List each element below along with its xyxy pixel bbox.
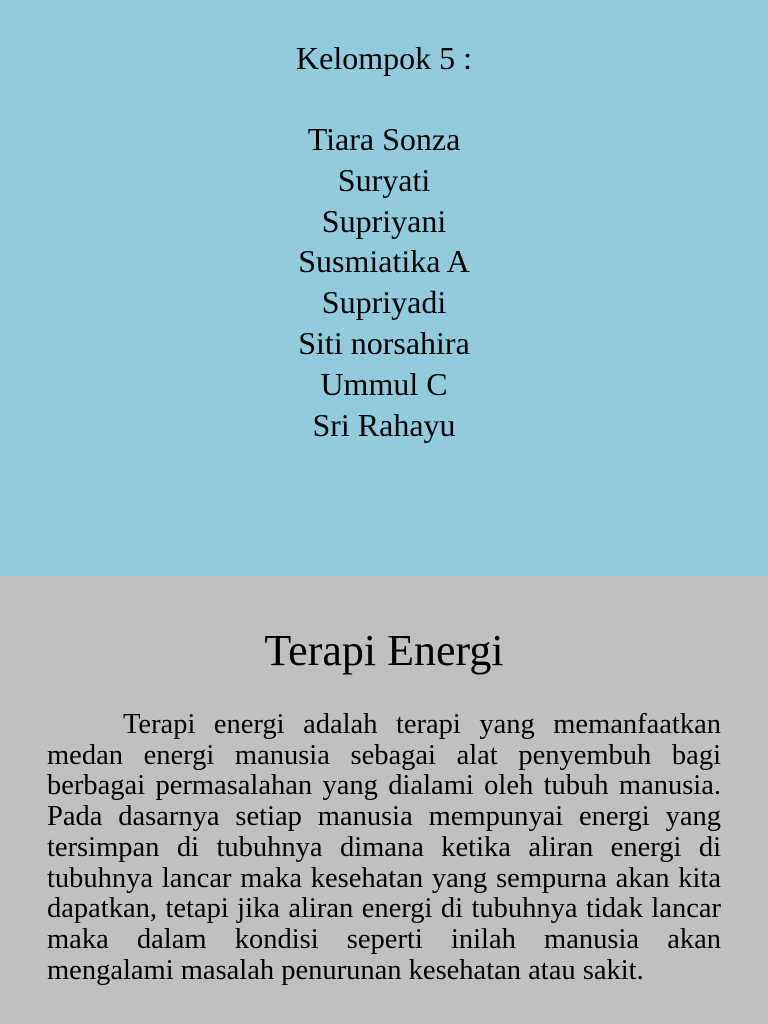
member-name: Suryati bbox=[337, 161, 431, 198]
group-title: Kelompok 5 : bbox=[296, 40, 472, 76]
member-name: Ummul C bbox=[320, 365, 448, 402]
member-name: Supriyani bbox=[321, 202, 447, 239]
member-name: Susmiatika A bbox=[298, 243, 470, 280]
member-list bbox=[0, 119, 768, 445]
section-title: Terapi Energi bbox=[264, 626, 504, 675]
body-paragraph: Terapi energi adalah terapi yang memanfaatkan medan energi manusia sebagai alat penyembuh bagi berbagai permasalahan yang dialami oleh tubuh manusia. Pada dasarnya setiap manusia mempunyai energi yang tersimpan di tubuhnya dimana ketika aliran energi di tubuhnya lancar maka kesehatan yang sempurna akan kita dapatkan, tetapi jika aliran energi di tubuhnya tidak lancar maka dalam kondisi seperti inilah manusia akan mengalami masalah penurunan kesehatan atau sakit. bbox=[47, 709, 721, 986]
member-name: Tiara Sonza bbox=[307, 121, 461, 157]
member-name: Supriyadi bbox=[321, 284, 447, 321]
member-name: Siti norsahira bbox=[298, 324, 470, 361]
member-name: Sri Rahayu bbox=[312, 406, 456, 443]
content-slide bbox=[0, 576, 768, 1024]
